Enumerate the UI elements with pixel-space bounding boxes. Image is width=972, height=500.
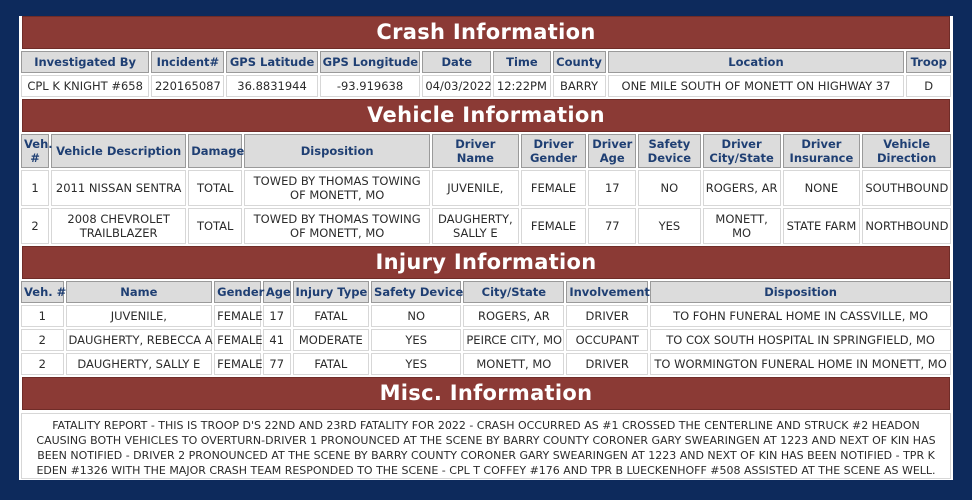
cell-injury-type: FATAL (293, 353, 370, 375)
cell-date: 04/03/2022 (422, 75, 491, 97)
cell-disposition: TO FOHN FUNERAL HOME IN CASSVILLE, MO (650, 305, 951, 327)
cell-veh-num: 2 (21, 353, 64, 375)
header-disposition: Disposition (244, 134, 430, 168)
header-vehicle-direction: Vehicle Direction (862, 134, 951, 168)
cell-driver-name: JUVENILE, (432, 170, 518, 206)
cell-safety-device: YES (638, 208, 701, 244)
cell-location: ONE MILE SOUTH OF MONETT ON HIGHWAY 37 (608, 75, 905, 97)
cell-safety-device: NO (371, 305, 461, 327)
crash-header-row (21, 51, 951, 73)
header-date: Date (422, 51, 491, 73)
cell-veh-num: 1 (21, 170, 49, 206)
cell-incident: 220165087 (151, 75, 224, 97)
cell-involvement: OCCUPANT (566, 329, 648, 351)
header-damage: Damage (188, 134, 242, 168)
table-row (21, 305, 951, 327)
cell-damage: TOTAL (188, 170, 242, 206)
cell-age: 77 (263, 353, 291, 375)
crash-report (19, 16, 953, 480)
cell-name: JUVENILE, (66, 305, 213, 327)
cell-driver-city-state: MONETT, MO (703, 208, 781, 244)
cell-name: DAUGHERTY, REBECCA A (66, 329, 213, 351)
cell-gps-latitude: 36.8831944 (226, 75, 317, 97)
cell-vehicle-direction: SOUTHBOUND (862, 170, 951, 206)
header-injury-type: Injury Type (293, 281, 370, 303)
cell-driver-name: DAUGHERTY, SALLY E (432, 208, 518, 244)
injury-info-table (19, 279, 953, 377)
header-age: Age (263, 281, 291, 303)
misc-info-text: FATALITY REPORT - THIS IS TROOP D'S 22ND AND 23RD FATALITY FOR 2022 - CRASH OCCURRED AS #1 CROSSED THE CENTERLINE AND STRUCK #2 HEADON CAUSING BOTH VEHICLES TO OVERTURN-DRIVER 1 PRONOUNCED AT THE SCENE BY BARRY COUNTY CORONER GARY SWEARINGEN AT 1223 AND NEXT OF KIN HAS BEEN NOTIFIED - DRIVER 2 PRONOUNCED AT THE SCENE BY BARRY COUNTY CORONER GARY SWEARINGEN AT 1223 AND NEXT OF KIN HAS BEEN NOTIFIED - TPR K EDEN #1326 WITH THE MAJOR CRASH TEAM RESPONDED TO THE SCENE - CPL T COFFEY #176 AND TPR B LUECKENHOFF #508 ASSISTED AT THE SCENE AS WELL. (21, 413, 951, 479)
cell-age: 17 (263, 305, 291, 327)
cell-driver-gender: FEMALE (521, 208, 587, 244)
cell-troop: D (906, 75, 951, 97)
cell-veh-num: 2 (21, 329, 64, 351)
table-row (21, 170, 951, 206)
header-gps-latitude: GPS Latitude (226, 51, 317, 73)
cell-safety-device: NO (638, 170, 701, 206)
header-troop: Troop (906, 51, 951, 73)
cell-injury-type: MODERATE (293, 329, 370, 351)
vehicle-info-title: Vehicle Information (22, 99, 950, 132)
cell-driver-city-state: ROGERS, AR (703, 170, 781, 206)
cell-vehicle-description: 2011 NISSAN SENTRA (51, 170, 186, 206)
cell-safety-device: YES (371, 353, 461, 375)
cell-gps-longitude: -93.919638 (320, 75, 421, 97)
crash-data-row (21, 75, 951, 97)
table-row (21, 353, 951, 375)
cell-driver-age: 17 (588, 170, 636, 206)
header-involvement: Involvement (566, 281, 648, 303)
cell-disposition: TO COX SOUTH HOSPITAL IN SPRINGFIELD, MO (650, 329, 951, 351)
cell-city-state: MONETT, MO (463, 353, 564, 375)
cell-driver-insurance: STATE FARM (783, 208, 861, 244)
cell-involvement: DRIVER (566, 305, 648, 327)
injury-info-title: Injury Information (22, 246, 950, 279)
crash-info-title: Crash Information (22, 16, 950, 49)
header-investigated-by: Investigated By (21, 51, 149, 73)
cell-involvement: DRIVER (566, 353, 648, 375)
header-driver-city-state: Driver City/State (703, 134, 781, 168)
cell-safety-device: YES (371, 329, 461, 351)
cell-name: DAUGHERTY, SALLY E (66, 353, 213, 375)
cell-county: BARRY (553, 75, 606, 97)
cell-time: 12:22PM (493, 75, 550, 97)
header-location: Location (608, 51, 905, 73)
cell-veh-num: 2 (21, 208, 49, 244)
cell-vehicle-description: 2008 CHEVROLET TRAILBLAZER (51, 208, 186, 244)
header-incident: Incident# (151, 51, 224, 73)
cell-disposition: TOWED BY THOMAS TOWING OF MONETT, MO (244, 170, 430, 206)
header-driver-insurance: Driver Insurance (783, 134, 861, 168)
misc-info-title: Misc. Information (22, 377, 950, 410)
cell-gender: FEMALE (214, 329, 261, 351)
cell-disposition: TO WORMINGTON FUNERAL HOME IN MONETT, MO (650, 353, 951, 375)
header-gender: Gender (214, 281, 261, 303)
cell-driver-insurance: NONE (783, 170, 861, 206)
header-name: Name (66, 281, 213, 303)
table-row (21, 329, 951, 351)
header-safety-device: Safety Device (371, 281, 461, 303)
header-county: County (553, 51, 606, 73)
header-safety-device: Safety Device (638, 134, 701, 168)
header-vehicle-description: Vehicle Description (51, 134, 186, 168)
cell-investigated-by: CPL K KNIGHT #658 (21, 75, 149, 97)
cell-vehicle-direction: NORTHBOUND (862, 208, 951, 244)
vehicle-info-table (19, 132, 953, 246)
vehicle-header-row (21, 134, 951, 168)
table-row (21, 208, 951, 244)
cell-driver-gender: FEMALE (521, 170, 587, 206)
header-veh-num: Veh. # (21, 134, 49, 168)
header-driver-name: Driver Name (432, 134, 518, 168)
cell-age: 41 (263, 329, 291, 351)
cell-city-state: PEIRCE CITY, MO (463, 329, 564, 351)
cell-damage: TOTAL (188, 208, 242, 244)
cell-driver-age: 77 (588, 208, 636, 244)
crash-info-table (19, 49, 953, 99)
cell-disposition: TOWED BY THOMAS TOWING OF MONETT, MO (244, 208, 430, 244)
header-gps-longitude: GPS Longitude (320, 51, 421, 73)
cell-injury-type: FATAL (293, 305, 370, 327)
header-time: Time (493, 51, 550, 73)
cell-veh-num: 1 (21, 305, 64, 327)
header-veh-num: Veh. # (21, 281, 64, 303)
cell-gender: FEMALE (214, 353, 261, 375)
cell-city-state: ROGERS, AR (463, 305, 564, 327)
header-disposition: Disposition (650, 281, 951, 303)
injury-header-row (21, 281, 951, 303)
header-city-state: City/State (463, 281, 564, 303)
header-driver-age: Driver Age (588, 134, 636, 168)
cell-gender: FEMALE (214, 305, 261, 327)
header-driver-gender: Driver Gender (521, 134, 587, 168)
